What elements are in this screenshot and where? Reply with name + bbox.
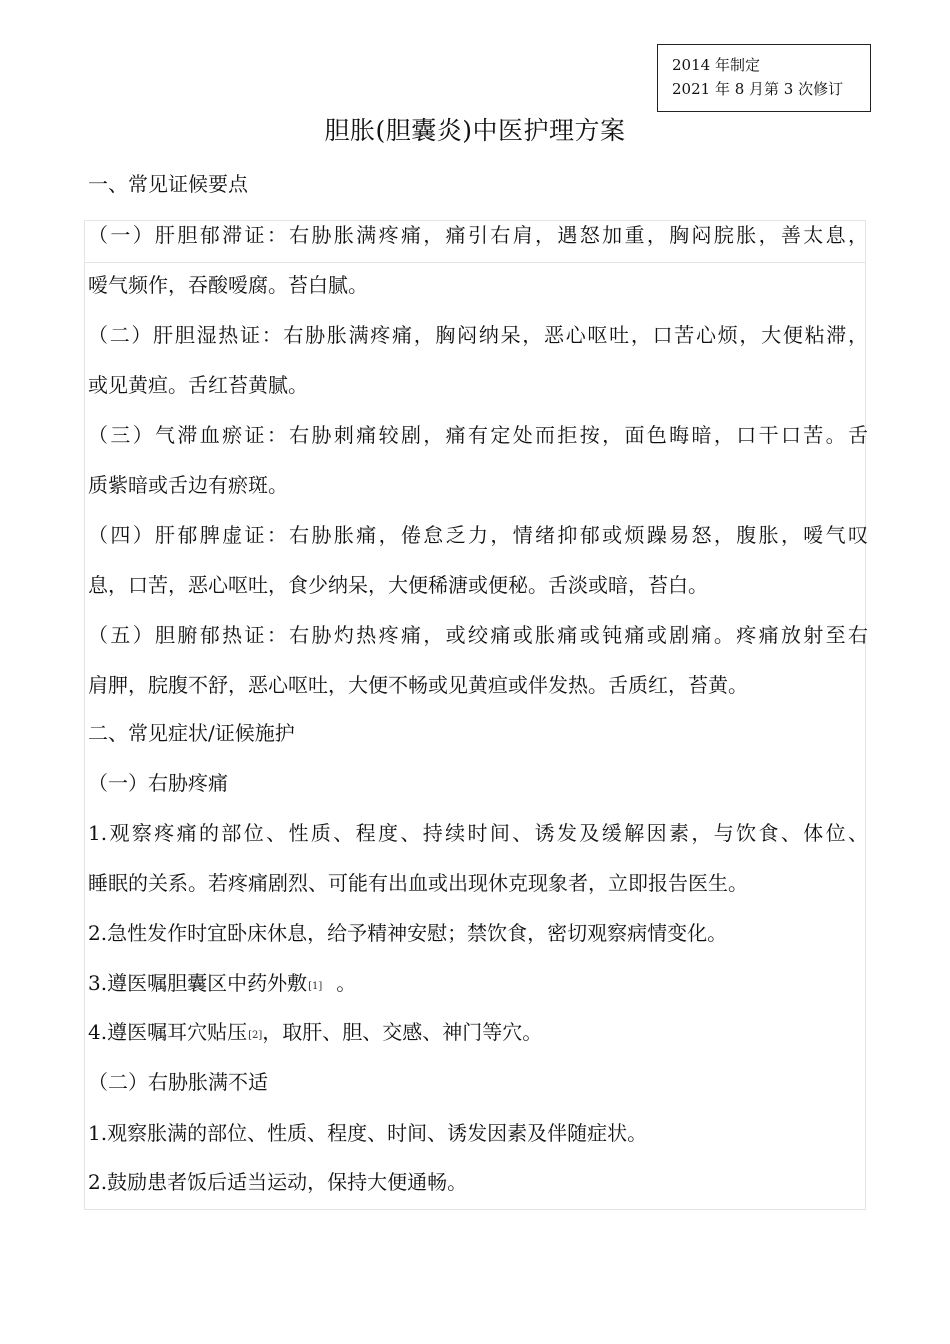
syndrome-3-line-2: 质紫暗或舌边有瘀斑。 xyxy=(88,473,288,497)
section-1-heading: 一、常见证候要点 xyxy=(88,172,248,196)
syndrome-1-line-1: （一）肝胆郁滞证：右胁胀满疼痛，痛引右肩，遇怒加重，胸闷脘胀，善太息， xyxy=(88,223,868,247)
syndrome-2-line-2: 或见黄疸。舌红苔黄腻。 xyxy=(88,373,308,397)
syndrome-5-line-1: （五）胆腑郁热证：右胁灼热疼痛，或绞痛或胀痛或钝痛或剧痛。疼痛放射至右 xyxy=(88,623,868,647)
footnote-ref-2[interactable]: [2] xyxy=(248,1030,263,1041)
care-item-4 xyxy=(88,1017,868,1051)
document-title: 胆胀(胆囊炎)中医护理方案 xyxy=(324,116,626,145)
care-item-4-end: ，取肝、胆、交感、神门等穴。 xyxy=(262,1020,543,1044)
care-item-4-text: 4.遵医嘱耳穴贴压 xyxy=(88,1020,248,1044)
syndrome-4-line-2: 息，口苦，恶心呕吐，食少纳呆，大便稀溏或便秘。舌淡或暗，苔白。 xyxy=(88,573,708,597)
subsection-1-heading: （一）右胁疼痛 xyxy=(88,771,228,795)
care-item-5: 1.观察胀满的部位、性质、程度、时间、诱发因素及伴随症状。 xyxy=(88,1121,648,1145)
syndrome-2-line-1: （二）肝胆湿热证：右胁胀满疼痛，胸闷纳呆，恶心呕吐，口苦心烦，大便粘滞， xyxy=(88,323,868,347)
section-2-heading: 二、常见症状/证候施护 xyxy=(88,721,295,745)
version-info-box xyxy=(657,44,871,112)
syndrome-5-line-2: 肩胛，脘腹不舒，恶心呕吐，大便不畅或见黄疸或伴发热。舌质红，苔黄。 xyxy=(88,673,748,697)
care-item-3 xyxy=(88,968,868,1002)
version-made-date: 2014 年制定 xyxy=(672,56,760,74)
care-item-1-line-1: 1.观察疼痛的部位、性质、程度、持续时间、诱发及缓解因素，与饮食、体位、 xyxy=(88,821,868,845)
syndrome-3-line-1: （三）气滞血瘀证：右胁刺痛较剧，痛有定处而拒按，面色晦暗，口干口苦。舌 xyxy=(88,423,868,447)
care-item-6: 2.鼓励患者饭后适当运动，保持大便通畅。 xyxy=(88,1170,468,1194)
care-item-2: 2.急性发作时宜卧床休息，给予精神安慰；禁饮食，密切观察病情变化。 xyxy=(88,921,728,945)
care-item-1-line-2: 睡眠的关系。若疼痛剧烈、可能有出血或出现休克现象者，立即报告医生。 xyxy=(88,871,748,895)
care-item-3-end: 。 xyxy=(336,971,357,995)
version-revision-date: 2021 年 8 月第 3 次修订 xyxy=(672,80,844,98)
syndrome-4-line-1: （四）肝郁脾虚证：右胁胀痛，倦怠乏力，情绪抑郁或烦躁易怒，腹胀，嗳气叹 xyxy=(88,523,868,547)
syndrome-1-line-2: 嗳气频作，吞酸嗳腐。苔白腻。 xyxy=(88,273,368,297)
footnote-ref-1[interactable]: [1] xyxy=(308,981,323,992)
subsection-2-heading: （二）右胁胀满不适 xyxy=(88,1070,268,1094)
care-item-3-text: 3.遵医嘱胆囊区中药外敷 xyxy=(88,971,308,995)
